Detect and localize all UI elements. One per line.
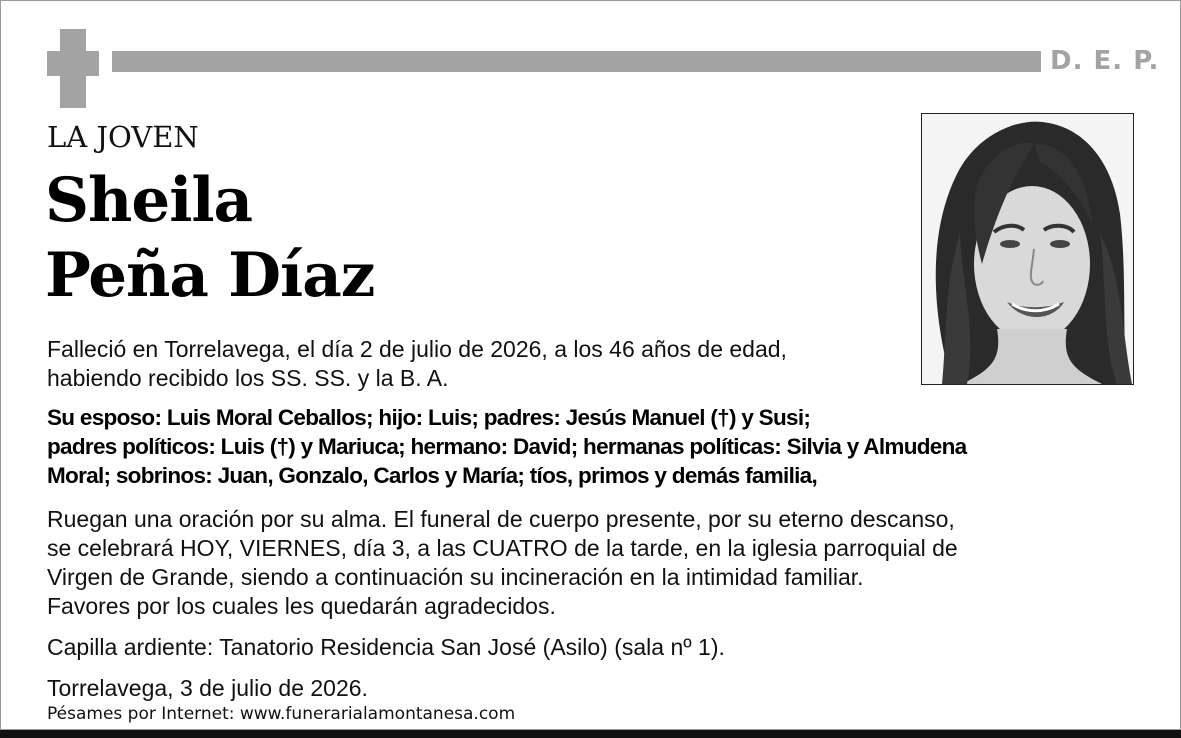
chapel-info: Capilla ardiente: Tanatorio Residencia San José (Asilo) (sala nº 1). — [47, 634, 725, 660]
death-notice — [47, 335, 787, 393]
family-line: Moral; sobrinos: Juan, Gonzalo, Carlos y María; tíos, primos y demás familia, — [47, 463, 818, 488]
request-line: Ruegan una oración por su alma. El funeral de cuerpo presente, por su eterno descanso, — [47, 506, 955, 532]
funeral-request — [47, 505, 958, 621]
condolences-web: Pésames por Internet: www.funerarialamontanesa.com — [47, 704, 516, 724]
portrait-photo — [921, 113, 1134, 385]
dep-label: D. E. P. — [1050, 46, 1160, 76]
death-notice-line: habiendo recibido los SS. SS. y la B. A. — [47, 365, 449, 391]
header-rule — [112, 51, 1041, 72]
request-line: Favores por los cuales les quedarán agradecidos. — [47, 593, 556, 619]
family-line: padres políticos: Luis (†) y Mariuca; hermano: David; hermanas políticas: Silvia y Almudena — [47, 434, 967, 459]
bottom-border — [0, 730, 1181, 738]
deceased-first-name: Sheila — [45, 165, 253, 236]
request-line: Virgen de Grande, siendo a continuación su incineración en la intimidad familiar. — [47, 564, 864, 590]
family-list — [47, 403, 966, 490]
place-date: Torrelavega, 3 de julio de 2026. — [47, 675, 368, 701]
death-notice-line: Falleció en Torrelavega, el día 2 de julio de 2026, a los 46 años de edad, — [47, 336, 787, 362]
family-line: Su esposo: Luis Moral Ceballos; hijo: Luis; padres: Jesús Manuel (†) y Susi; — [47, 405, 811, 430]
deceased-prefix: LA JOVEN — [47, 120, 199, 154]
request-line: se celebrará HOY, VIERNES, día 3, a las CUATRO de la tarde, en la iglesia parroquial de — [47, 535, 958, 561]
latin-cross-icon — [47, 29, 99, 108]
deceased-surnames: Peña Díaz — [45, 240, 375, 311]
